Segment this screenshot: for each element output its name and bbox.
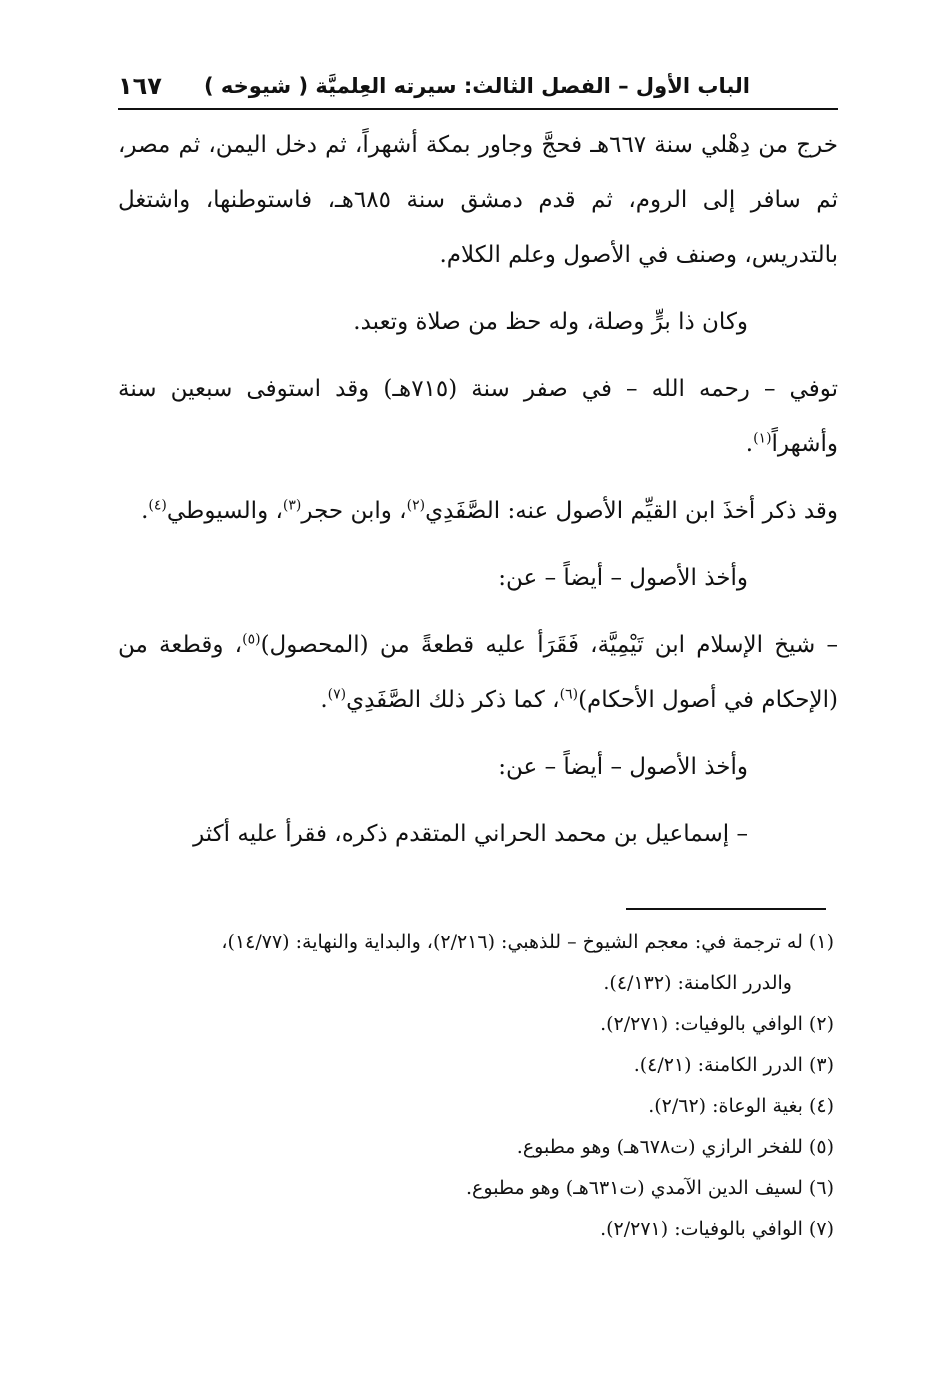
footnote-5: (٥) للفخر الرازي (ت٦٧٨هـ) وهو مطبوع. [516,1136,834,1158]
paragraph-character: وكان ذا برٍّ وصلة، وله حظ من صلاة وتعبد. [353,309,748,335]
footnote-separator [626,908,826,910]
paragraph-ibn-taymiyya-a: – شيخ الإسلام ابن تَيْمِيَّة، فَقَرَأ عليه قطعةً من (المحصول) [260,632,838,658]
paragraph-ibn-taymiyya-c: ، كما ذكر ذلك الصَّفَدِي [346,687,560,713]
main-text [118,118,838,862]
paragraph-death-text: توفي – رحمه الله – في صفر سنة (٧١٥هـ) وقد استوفى سبعين سنة وأشهراً [118,376,838,457]
footnote-ref-5[interactable]: (٥) [242,631,261,648]
paragraph-sources-end: . [141,498,149,524]
footnotes [118,922,834,1250]
footnote-4: (٤) بغية الوعاة: (٢/٦٢). [648,1095,834,1117]
footnote-ref-6[interactable]: (٦) [559,686,579,703]
paragraph-ibn-taymiyya-end: . [320,687,328,713]
footnote-7: (٧) الوافي بالوفيات: (٢/٢٧١). [600,1218,834,1240]
footnote-ref-4[interactable]: (٤) [148,497,167,514]
paragraph-also-took-1: وأخذ الأصول – أيضاً – عن: [498,565,748,591]
footnote-ref-2[interactable]: (٢) [406,497,426,514]
paragraph-sources [118,484,838,539]
paragraph-departure: خرج من دِهْلي سنة ٦٦٧هـ فحجَّ وجاور بمكة أشهراً، ثم دخل اليمن، ثم مصر، ثم سافر إلى الروم، ثم قدم دمشق سنة ٦٨٥هـ، فاستوطنها، واشتغل بالتدريس، وصنف في الأصول وعلم الكلام. [118,132,838,268]
paragraph-ibn-taymiyya [118,618,838,728]
footnote-1: (١) له ترجمة في: معجم الشيوخ – للذهبي: (٢/٢١٦)، والبداية والنهاية: (١٤/٧٧)، [221,931,834,953]
footnote-ref-7[interactable]: (٧) [327,686,347,703]
header-rule [118,108,838,110]
paragraph-sources-b: ، وابن حجر [301,498,407,524]
footnote-6: (٦) لسيف الدين الآمدي (ت٦٣١هـ) وهو مطبوع. [466,1177,834,1199]
footnote-2: (٢) الوافي بالوفيات: (٢/٢٧١). [600,1013,834,1035]
paragraph-death [118,362,838,472]
header-title: الباب الأول – الفصل الثالث: سيرته العِلميَّة ( شيوخه ) [204,74,750,98]
running-header [118,68,838,108]
footnote-3: (٣) الدرر الكامنة: (٤/٢١). [633,1054,834,1076]
footnote-ref-3[interactable]: (٣) [282,497,302,514]
paragraph-death-end: . [745,431,754,457]
paragraph-sources-a: وقد ذكر أخذَ ابن القيِّم الأصول عنه: الصَّفَدِي [425,498,838,524]
paragraph-ismail: – إسماعيل بن محمد الحراني المتقدم ذكره، فقرأ عليه أكثر [193,821,748,847]
footnote-1-continuation: والدرر الكامنة: (٤/١٣٢). [603,972,792,994]
paragraph-also-took-2: وأخذ الأصول – أيضاً – عن: [498,754,748,780]
page-number: ١٦٧ [118,72,162,100]
footnote-ref-1[interactable]: (١) [753,430,772,447]
paragraph-ibn-taymiyya-b: ، وقطعة من (الإحكام في أصول الأحكام) [118,632,838,713]
paragraph-sources-c: ، والسيوطي [166,498,283,524]
